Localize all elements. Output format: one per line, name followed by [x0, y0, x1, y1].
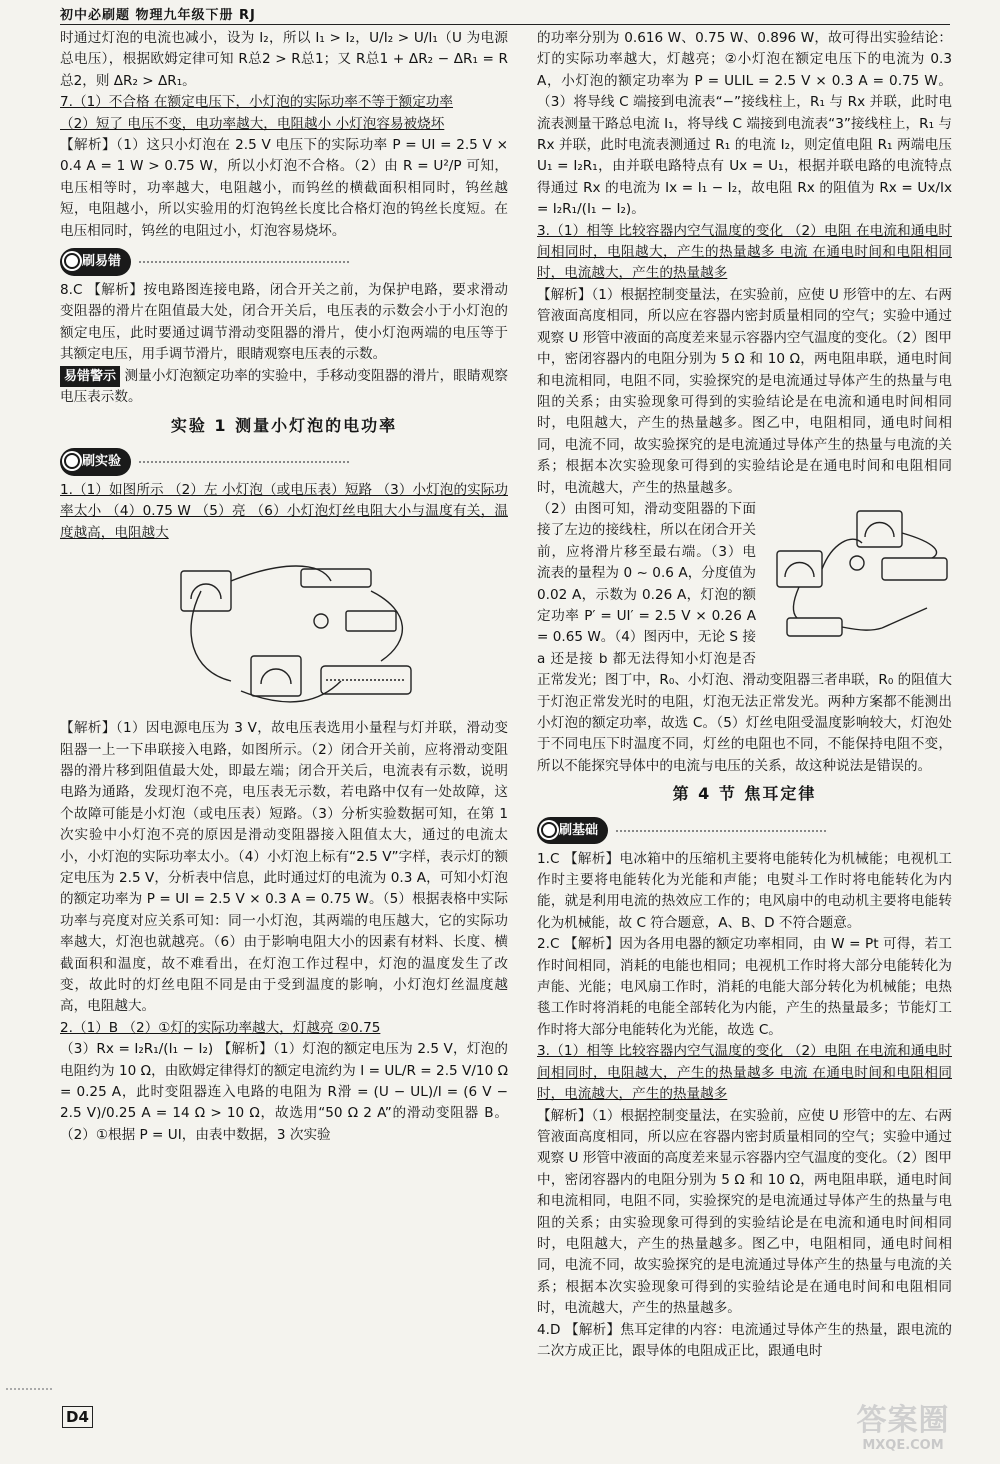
- left-column: [60, 28, 508, 1146]
- q1-analysis: 【解析】（1）因电源电压为 3 V，故电压表选用小量程与灯并联，滑动变阻器一上一下串联接入电路，如图所示。（2）闭合开关前，应将滑动变阻器的滑片移到阻值最大处，即最左端；闭合开关后，电流表有示数，说明电路为通路，发现灯泡不亮，电压表无示数，若电路中仅有一处故障，这个故障可能是小灯泡（或电压表）短路。（3）分析实验数据可知，在第 1 次实验中小灯泡不亮的原因是滑动变阻器接入阻值太大，通过的电流太小，小灯泡的实际功率太小。（4）小灯泡上标有“2.5 V”字样，表示灯的额定电压为 2.5 V，分析表中信息，此时通过灯的电流为 0.3 A，可知小灯泡的额定功率为 P = UI = 2.5 V × 0.3 A = 0.75 W。（5）根据表格中实际功率与亮度对应关系可知：同一小灯泡，其两端的电压越大，它的实际功率越大，灯泡也就越亮。（6）由于影响电阻大小的因素有材料、长度、横截面积和温度，故不难看出，在灯泡工作过程中，灯泡的温度发生了改变，故此时的灯丝电阻不同是由于受到温度的影响，小灯泡灯丝温度越高，电阻越大。: [60, 720, 508, 1015]
- tag-label: 刷实验: [60, 448, 131, 475]
- section-tag-basics: [537, 817, 826, 845]
- warning-text: 测量小灯泡额定功率的实验中，手移动变阻器的滑片，眼睛观察电压表示数。: [60, 367, 508, 406]
- q2-basics: 2.C 【解析】因为各用电器的额定功率相同，由 W = Pt 可得，若工作时间相同，消耗的电能也相同；电视机工作时将大部分电能转化为声能、光能；电风扇工作时，消耗的电能大部分转化为机械能；电热毯工作时将消耗的电能全部转化为内能，产生的热量最多；节能灯工作时将大部分电能转化为光能，故选 C。: [537, 936, 952, 1038]
- warning-note: [60, 366, 508, 409]
- watermark-url: MXQE.COM: [862, 1438, 944, 1453]
- header-rule: [60, 24, 950, 25]
- circuit-svg: [161, 551, 441, 711]
- q1-basics: 1.C 【解析】电冰箱中的压缩机主要将电能转化为机械能；电视机工作时主要将电能转化为光能和声能；电熨斗工作时将电能转化为内能，就是利用电流的热效应工作的；电风扇中的电动机主要将电能转化为机械能，故 C 符合题意，A、B、D 不符合题意。: [537, 850, 952, 931]
- warning-label: 易错警示: [60, 366, 120, 387]
- q1-answer: 1.（1）如图所示 （2）左 小灯泡（或电压表）短路 （3）小灯泡的实际功率太小 （4）0.75 W （5）亮 （6）小灯泡灯丝电阻大小与温度有关，温度越高，电阻越大: [60, 481, 508, 541]
- section-tag-experiment: [60, 448, 349, 476]
- q7-answer-2: （2）短了 电压不变，电功率越大，电阻越小 小灯泡容易被烧坏: [60, 115, 445, 132]
- circuit-diagram-2: [762, 503, 952, 653]
- q2-answer: 2.（1）B （2）①灯的实际功率越大，灯越亮 ②0.75: [60, 1019, 381, 1036]
- q8-answer: 8.C 【解析】按电路图连接电路，闭合开关之前，为保护电路，要求滑动变阻器的滑片在阻值最大处，闭合开关后，电压表的示数会小于小灯泡的额定电压，此时要通过调节滑动变阻器的滑片，使小灯泡两端的电压等于其额定电压，用手调节滑片，眼睛观察电压表的示数。: [60, 282, 508, 363]
- dotted-rule: [139, 261, 349, 263]
- circuit-svg: [762, 503, 952, 653]
- dotted-rule: [616, 830, 826, 832]
- experiment-title: 实验 1 测量小灯泡的电功率: [170, 415, 398, 435]
- watermark: [828, 1404, 978, 1460]
- q3-basics-answer: 3.（1）相等 比较容器内空气温度的变化 （2）电阻 在电流和通电时间相同时，电阻越大，产生的热量越多 电流 在通电时间和电阻相同时，电流越大，产生的热量越多: [537, 1043, 952, 1103]
- margin-dots: [6, 1388, 52, 1390]
- q7-analysis: 【解析】（1）这只小灯泡在 2.5 V 电压下的实际功率 P = UI = 2.5 V × 0.4 A = 1 W > 0.75 W，所以小灯泡不合格。（2）由 R = U²/P 可知，电压相等时，功率越大，电阻越小，而钨丝的横截面积相同时，钨丝越短，电阻越小，所以实验用的灯泡钨丝长度比合格灯泡的钨丝长度短。在电压相同时，钨丝的电阻过小，灯泡容易烧坏。: [60, 137, 508, 239]
- tag-label: 刷易错: [60, 248, 131, 275]
- watermark-logo: 答案圈: [856, 1403, 950, 1438]
- section-title: 第 4 节 焦耳定律: [672, 784, 817, 804]
- q3-basics-analysis: 【解析】（1）根据控制变量法，在实验前，应使 U 形管中的左、右两管液面高度相同，所以应在容器内密封质量相同的空气；实验中通过观察 U 形管中液面的高度差来显示容器内空气温度的变化。（2）图甲中，密闭容器内的电阻分别为 5 Ω 和 10 Ω，两电阻串联，通电时间和电流相同，电阻不同，实验探究的是电流通过导体产生的热量与电阻的关系；由实验现象可得到的实验结论是在电流和通电时间相同时，电阻越大，产生的热量越多。图乙中，电阻相同，通电时间相同，电流不同，故实验探究的是电流通过导体产生的热量与电流的关系；根据本次实验现象可得到的实验结论是在通电时间和电阻相同时，电流越大，产生的热量越多。: [537, 1107, 952, 1317]
- page-header: 初中必刷题 物理九年级下册 RJ: [60, 8, 256, 23]
- q3-answer: 3.（1）相等 比较容器内空气温度的变化 （2）电阻 在电流和通电时间相同时，电阻越大，产生的热量越多 电流 在通电时间和电阻相同时，电流越大，产生的热量越多: [537, 222, 952, 282]
- q4-basics: 4.D 【解析】焦耳定律的内容：电流通过导体产生的热量，跟电流的二次方成正比，跟导体的电阻成正比，跟通电时: [537, 1321, 952, 1359]
- section-tag-errors: [60, 248, 349, 276]
- q7-answer-1: 7.（1）不合格 在额定电压下，小灯泡的实际功率不等于额定功率: [60, 94, 453, 111]
- right-continuation: 的功率分别为 0.616 W、0.75 W、0.896 W，故可得出实验结论：灯的实际功率越大，灯越亮；②小灯泡在额定电压下的电流为 0.3 A，小灯泡的额定功率为 P = ULIL = 2.5 V × 0.3 A = 0.75 W。（3）将导线 C 端接到电流表“−”接线柱上，R₁ 与 Rx 并联，此时电流表测量干路总电流 I₁，将导线 C 端接到电流表“3”接线柱上，R₁ 与 Rx 并联，此时电流表测通过 R₁ 的电流 I₂，则定值电阻 R₁ 两端电压 U₁ = I₂R₁，由并联电路特点有 Ux = U₁，根据并联电路的电流特点得通过 Rx 的电流为 Ix = I₁ − I₂，故电阻 Rx 的阻值为 Rx = Ux/Ix = I₂R₁/(I₁ − I₂)。: [537, 30, 952, 218]
- right-column: [537, 28, 952, 1362]
- q2-analysis: （3）Rx = I₂R₁/(I₁ − I₂) 【解析】（1）灯泡的额定电压为 2.5 V，灯泡的电阻约为 10 Ω，由欧姆定律得灯的额定电流约为 I = UL/R = 2.5 V/10 Ω = 0.25 A，此时变阻器连入电路的电阻为 R滑 = (U − UL)/I = (6 V − 2.5 V)/0.25 A = 14 Ω > 10 Ω，故选用“50 Ω 2 A”的滑动变阻器 B。（2）①根据 P = UI，由表中数据，3 次实验: [60, 1041, 508, 1143]
- page-number: D4: [62, 1406, 93, 1428]
- dotted-rule: [139, 461, 349, 463]
- tag-label: 刷基础: [537, 817, 608, 844]
- left-continuation: 时通过灯泡的电流也减小，设为 I₂，所以 I₁ > I₂，U/I₂ > U/I₁（U 为电源总电压），根据欧姆定律可知 R总2 > R总1；又 R总1 + ΔR₂ − ΔR₁ = R总2，则 ΔR₂ > ΔR₁。: [60, 30, 508, 89]
- q3-analysis-1: 【解析】（1）根据控制变量法，在实验前，应使 U 形管中的左、右两管液面高度相同，所以应在容器内密封质量相同的空气；实验中通过观察 U 形管中液面的高度差来显示容器内空气温度的变化。（2）图甲中，密闭容器内的电阻分别为 5 Ω 和 10 Ω，两电阻串联，通电时间和电流相同，电阻不同，实验探究的是电流通过导体产生的热量与电阻的关系；由实验现象可得到的实验结论是在电流和通电时间相同时，电阻越大，产生的热量越多。图乙中，电阻相同，通电时间相同，电流不同，故实验探究的是电流通过导体产生的热量与电流的关系；根据本次实验现象可得到的实验结论是在通电时间和电阻相同时，电流越大，产生的热量越多。: [537, 286, 952, 496]
- q3-analysis-2: （2）由图可知，滑动变阻器的下面接了左边的接线柱，所以在闭合开关前，应将滑片移至最右端。（3）电流表的量程为 0 ~ 0.6 A，分度值为 0.02 A，示数为 0.26 A，灯泡的额定功率 P′ = UI′ = 2.5 V × 0.26 A = 0.65 W。（4）图丙中，无论 S 接 a 还是接 b 都无法得知小灯泡是否正常发光；图丁中，R₀、小灯泡、滑动变阻器三者串联，R₀ 的阻值大于灯泡正常发光时的电阻，灯泡无法正常发光。两种方案都不能测出小灯泡的额定功率，故选 C。（5）灯丝电阻受温度影响较大，灯泡处于不同电压下时温度不同，灯丝的电阻也不同，不能保持电阻不变，所以不能探究导体中的电流与电压的关系，故这种说法是错误的。: [537, 500, 952, 774]
- circuit-diagram-1: [160, 550, 442, 712]
